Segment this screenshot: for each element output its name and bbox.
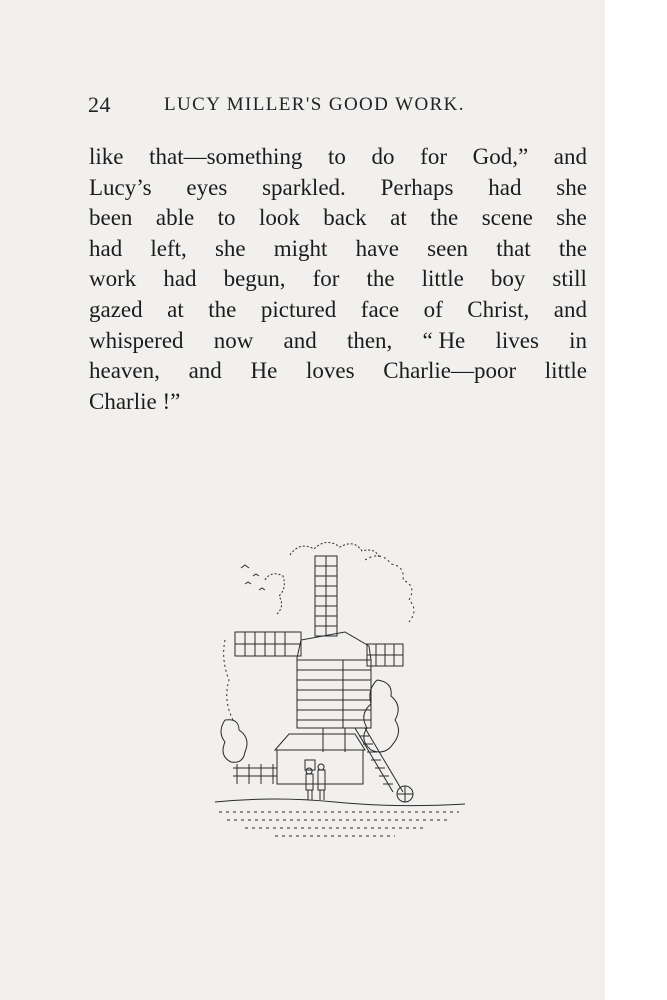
word: still: [552, 266, 587, 292]
cloud: [365, 556, 414, 622]
word: left,: [150, 235, 187, 261]
word: Charlie !”: [89, 388, 181, 414]
word: gazed: [89, 296, 143, 322]
text-line: [89, 326, 587, 357]
cloud: [224, 640, 233, 720]
word: had: [488, 174, 522, 200]
word: little: [421, 266, 464, 292]
text-line: [89, 387, 587, 418]
cottage-roof: [275, 734, 365, 750]
word: for: [312, 266, 340, 292]
text-line: [89, 356, 587, 387]
tree: [221, 720, 247, 763]
word: and: [283, 327, 317, 353]
word: had: [163, 266, 197, 292]
word: whispered: [89, 327, 184, 353]
word: she: [214, 235, 246, 261]
word: begun,: [223, 266, 286, 292]
word: of: [423, 296, 443, 322]
windmill-illustration: [205, 520, 470, 850]
word: she: [556, 174, 587, 200]
word: and: [553, 296, 587, 322]
word: “ He: [422, 327, 466, 353]
word: have: [355, 235, 400, 261]
word: then,: [346, 327, 393, 353]
sail-lattice: [235, 632, 301, 656]
text-line: [89, 142, 587, 173]
ground-hatching: [219, 812, 459, 836]
mill-boards: [297, 670, 371, 720]
page-margin: [605, 0, 667, 1000]
windmill-engraving: [205, 520, 470, 850]
word: Lucy’s: [89, 174, 152, 200]
word: able: [155, 205, 195, 231]
word: that—something: [149, 144, 303, 169]
text-line: [89, 173, 587, 204]
birds: [241, 565, 265, 590]
word: Christ,: [467, 296, 530, 322]
word: been: [89, 205, 133, 231]
word: little: [544, 358, 587, 384]
cloud: [290, 542, 380, 559]
engraving-lines: [215, 542, 465, 836]
word: loves: [306, 358, 355, 384]
word: had: [89, 235, 123, 261]
word: at: [167, 296, 184, 322]
word: now: [213, 327, 254, 353]
text-line: [89, 234, 587, 265]
cottage-wall: [277, 750, 363, 784]
figure: [318, 764, 325, 800]
page-number: 24: [88, 92, 111, 117]
fence: [233, 764, 277, 784]
mill-post: [323, 728, 345, 752]
word: to: [328, 144, 346, 169]
sail-lattice: [315, 556, 337, 636]
text-line: [89, 264, 587, 295]
word: look: [258, 205, 300, 231]
word: like: [89, 144, 124, 169]
word: for: [420, 144, 447, 169]
word: in: [569, 327, 587, 353]
sail-lattice: [367, 644, 403, 666]
word: the: [558, 235, 587, 261]
body-paragraph: [89, 142, 587, 417]
word: God,”: [472, 144, 529, 169]
word: pictured: [260, 296, 337, 322]
page-header: [88, 92, 528, 120]
text-line: [89, 203, 587, 234]
text-line: [89, 295, 587, 326]
word: work: [89, 266, 137, 292]
word: eyes: [186, 174, 228, 200]
word: back: [323, 205, 367, 231]
word: Perhaps: [380, 174, 454, 200]
word: He: [250, 358, 278, 384]
word: heaven,: [89, 358, 160, 384]
tree: [364, 680, 399, 752]
word: and: [188, 358, 222, 384]
word: at: [390, 205, 407, 231]
word: Charlie—poor: [383, 358, 517, 384]
word: face: [360, 296, 400, 322]
ground-line: [215, 799, 465, 806]
word: to: [217, 205, 236, 231]
cloud: [265, 574, 284, 614]
word: scene: [481, 205, 533, 231]
running-title: LUCY MILLER'S GOOD WORK.: [164, 94, 465, 115]
word: and: [553, 144, 587, 169]
word: the: [430, 205, 459, 231]
word: do: [371, 144, 395, 169]
word: that: [496, 235, 531, 261]
word: the: [366, 266, 395, 292]
word: seen: [427, 235, 469, 261]
word: boy: [490, 266, 526, 292]
word: she: [556, 205, 587, 231]
word: sparkled.: [262, 174, 346, 200]
word: might: [273, 235, 328, 261]
word: lives: [495, 327, 539, 353]
word: the: [208, 296, 237, 322]
